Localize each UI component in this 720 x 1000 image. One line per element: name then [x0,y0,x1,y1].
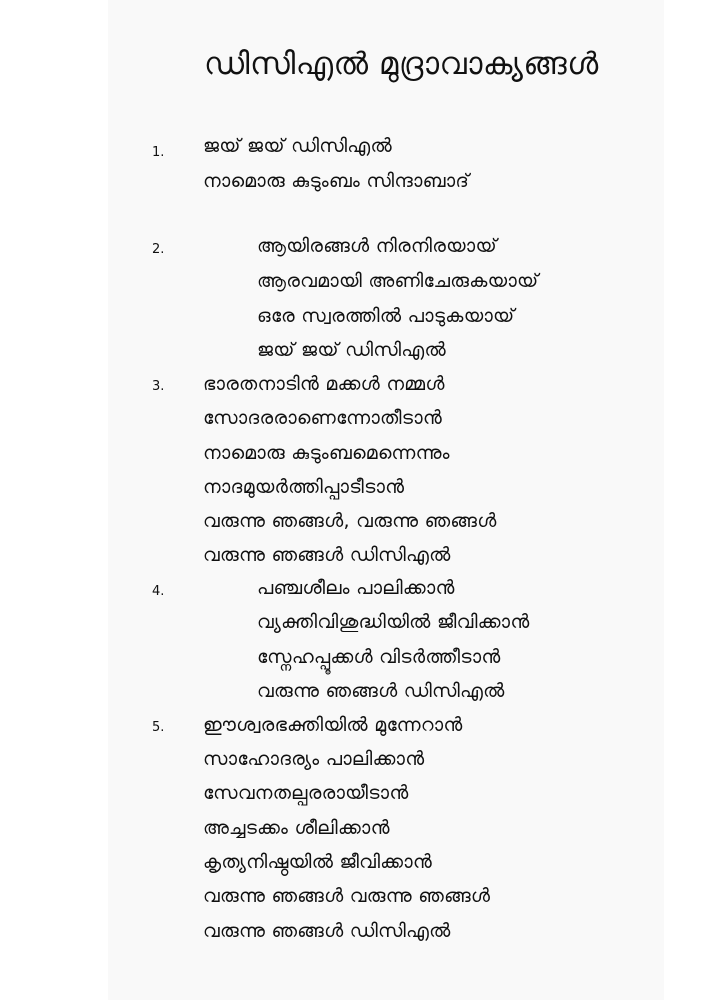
verse-line: അച്ചടക്കം ശീലിക്കാൻ [203,817,390,839]
verse-line: വരുന്നു ഞങ്ങൾ ഡിസിഎൽ [257,680,505,702]
verse-line: കൃത്യനിഷ്ഠയിൽ ജീവിക്കാൻ [203,851,433,873]
right-margin [664,0,720,1000]
section-number: 5. [152,720,165,735]
section-number: 4. [152,584,165,599]
verse-line: ജയ് ജയ് ഡിസിഎൽ [203,135,392,157]
verse-line: നാദമുയർത്തിപ്പാടീടാൻ [203,476,405,498]
verse-line: വരുന്നു ഞങ്ങൾ വരുന്നു ഞങ്ങൾ [203,885,491,907]
verse-line: വരുന്നു ഞങ്ങൾ ഡിസിഎൽ [203,544,451,566]
verse-line: ഒരേ സ്വരത്തിൽ പാടുകയായ് [257,305,515,327]
verse-line: നാമൊരു കുടുംബം സിന്ദാബാദ് [203,170,470,192]
verse-line: വരുന്നു ഞങ്ങൾ, വരുന്നു ഞങ്ങൾ [203,510,497,532]
left-margin [0,0,108,1000]
verse-line: ആയിരങ്ങൾ നിരനിരയായ് [257,235,497,257]
verse-line: സ്നേഹപ്പൂക്കൾ വിടർത്തീടാൻ [257,646,501,668]
document-page [108,0,664,1000]
verse-line: പഞ്ചശീലം പാലിക്കാൻ [257,577,455,599]
verse-line: ജയ് ജയ് ഡിസിഎൽ [257,339,446,361]
verse-line: ഈശ്വരഭക്തിയിൽ മുന്നേറാൻ [203,714,463,736]
verse-line: നാമൊരു കുടുംബമെന്നെന്നും [203,442,450,464]
verse-line: വരുന്നു ഞങ്ങൾ ഡിസിഎൽ [203,920,451,942]
document-title: ഡിസിഎൽ മുദ്രാവാക്യങ്ങൾ [204,46,599,82]
verse-line: സാഹോദര്യം പാലിക്കാൻ [203,748,425,770]
verse-line: വ്യക്തിവിശുദ്ധിയിൽ ജീവിക്കാൻ [257,611,530,633]
verse-line: സോദരരാണെന്നോതീടാൻ [203,407,443,429]
verse-line: ആരവമായി അണിചേരുകയായ് [257,270,539,292]
verse-line: ഭാരതനാടിൻ മക്കൾ നമ്മൾ [203,373,445,395]
section-number: 3. [152,379,165,394]
section-number: 2. [152,242,165,257]
section-number: 1. [152,145,165,160]
verse-line: സേവനതല്പരരായീടാൻ [203,782,409,804]
